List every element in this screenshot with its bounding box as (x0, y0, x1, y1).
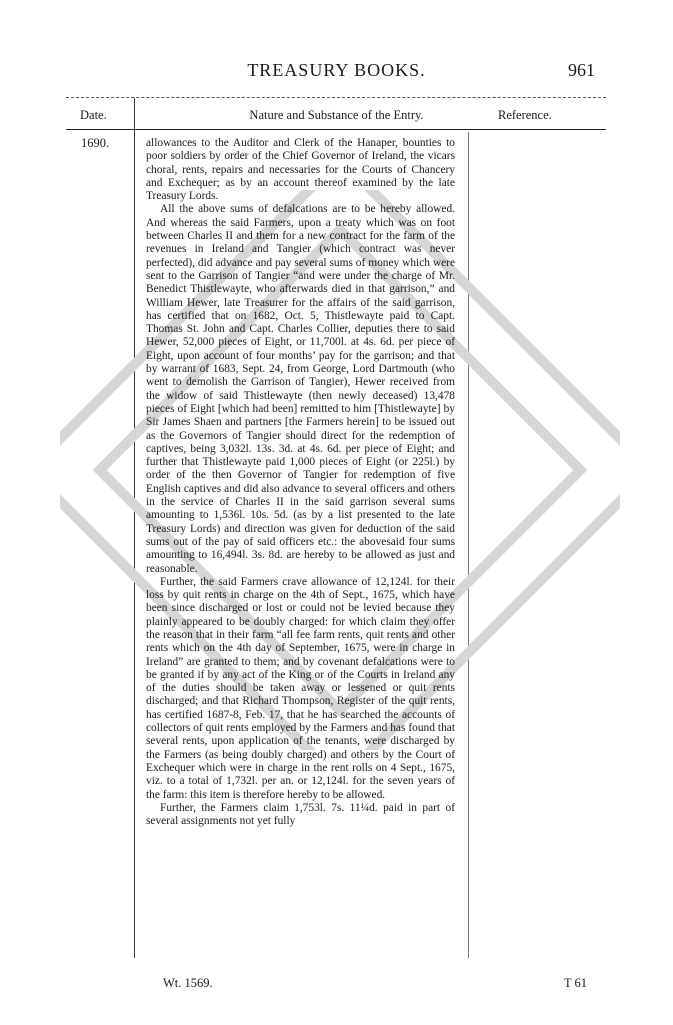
entry-paragraph: allowances to the Auditor and Clerk of the Hanaper, bounties to poor soldiers by order of the Chief Governor of Ireland, the vicars choral, rents, repairs and necessaries for the Courts of Chancery and Exchequer; as by an account thereof examined by the late Treasury Lords. (146, 137, 455, 203)
column-heading-rule (66, 129, 606, 130)
reference-column-divider (468, 132, 469, 958)
entry-year: 1690. (81, 136, 110, 150)
entry-text (146, 137, 455, 828)
footer-signature-left: Wt. 1569. (163, 976, 213, 990)
entry-paragraph: Further, the said Farmers crave allowance of 12,124l. for their loss by quit rents in charge on the 4th of Sept., 1675, which have been since discharged or lost or could not be levied because they plainly appeared to be doubly charged: for which claim they offer the reason that in their farm “all fee farm rents, quit rents and other rents which on the 4th day of September, 1675, were in charge in Ireland” are granted to them; and by covenant defalcations were to be granted if by any act of the King or of the Courts in Ireland any of the duties should be taken away or lessened or quit rents discharged; and that Richard Thompson, Register of the quit rents, has certified 1687-8, Feb. 17, that he has searched the accounts of collectors of quit rents employed by the Farmers and has found that several rents, upon application of the tenants, were discharged by the Farmers (as being doubly charged) and others by the Court of Exchequer which were in charge in the rent rolls on 4 Sept., 1675, viz. to a total of 1,732l. per an. or 12,124l. for the seven years of the farm: this item is therefore hereby to be allowed. (146, 575, 455, 801)
date-column-divider (134, 98, 135, 958)
entry-paragraph: All the above sums of defalcations are to be hereby allowed. And whereas the said Farmers, upon a treaty which was on foot between Charles II and them for a new contract for the farm of the revenues in Ireland and Tangier (which contract was never perfected), did advance and pay several sums of money which were sent to the Garrison of Tangier “and were under the charge of Mr. Benedict Thistlewayte, who afterwards died in that garrison,” and William Hewer, late Treasurer for the affairs of the said garrison, has certified that on 1682, Oct. 5, Thistlewayte paid to Capt. Thomas St. John and Capt. Charles Collier, deputies there to said Hewer, 52,000 pieces of Eight, or 11,700l. at 4s. 6d. per piece of Eight, upon account of four months’ pay for the garrison; and that by warrant of 1683, Sept. 24, from George, Lord Dartmouth (who went to demolish the Garrison of Tangier), Hewer received from the widow of said Thistlewayte (then newly deceased) 13,478 pieces of Eight [which had been] remitted to him [Thistlewayte] by Sir James Shaen and partners [the Farmers herein] to be issued out as the Governors of Tangier should direct for the redemption of captives, being 3,032l. 13s. 3d. at 4s. 6d. per piece of Eight; and further that Thistlewayte paid 1,000 pieces of Eight (or 225l.) by order of the then Governor of Tangier for redemption of five English captives and did also advance to several officers and others in the service of Charles II in the said garrison several sums amounting to 1,536l. 10s. 5d. (as by a list presented to the late Treasury Lords) and direction was given for deduction of the said sums out of the pay of said officers etc.: the abovesaid four sums amounting to 16,494l. 3s. 8d. are hereby to be allowed as just and reasonable. (146, 203, 455, 575)
column-heading-reference: Reference. (498, 108, 552, 122)
page-header (0, 60, 673, 84)
column-heading-nature: Nature and Substance of the Entry. (249, 108, 424, 122)
column-heading-date: Date. (80, 108, 107, 122)
page-number: 961 (568, 60, 595, 80)
running-title: TREASURY BOOKS. (247, 60, 426, 80)
footer-signature-right: T 61 (564, 976, 588, 990)
entry-paragraph: Further, the Farmers claim 1,753l. 7s. 11¼d. paid in part of several assignments not yet fully (146, 801, 455, 828)
header-rule (66, 97, 606, 98)
